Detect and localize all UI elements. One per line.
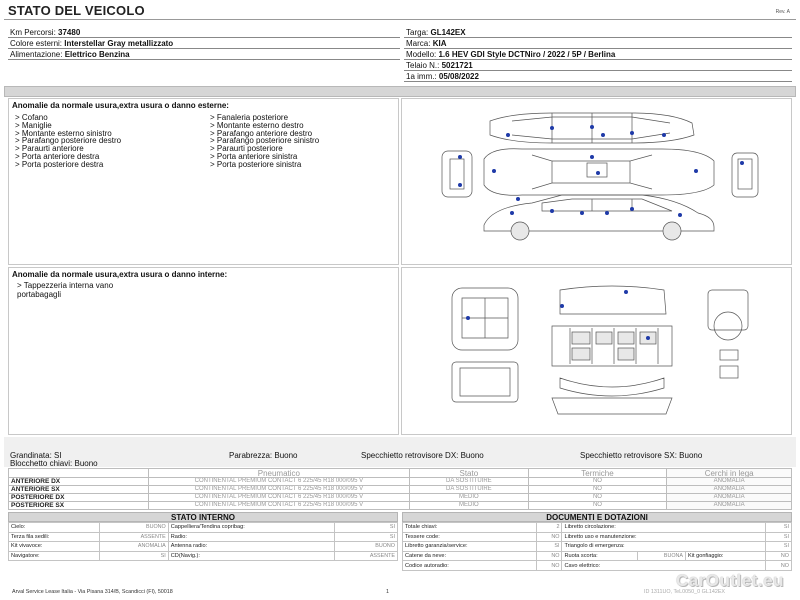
carooutlet-watermark: CarOutlet.eu (676, 571, 785, 590)
vehicle-info-right (404, 27, 792, 82)
page-title: STATO DEL VEICOLO (8, 3, 145, 18)
list-item: > Fanaleria posteriore (210, 113, 289, 122)
table-row: ANTERIORE SX CONTINENTAL PREMIUM CONTACT 6 225/45 R18 000/095 V DA SOSTITUIRE NO ANOMALIA (9, 486, 792, 494)
external-diagram-panel (401, 98, 792, 265)
external-damage-list-1 (15, 114, 121, 169)
table-row: ANTERIORE DX CONTINENTAL PREMIUM CONTACT 6 225/45 R18 000/095 V DA SOSTITUIRE NO ANOMALIA (9, 478, 792, 486)
plate-value: GL142EX (430, 28, 466, 37)
list-item: > Parafango anteriore destro (210, 128, 313, 138)
condition-panel (4, 437, 796, 467)
section-bar (4, 86, 796, 97)
list-item: > Cofano (15, 113, 48, 122)
documents-title: DOCUMENTI E DOTAZIONI (402, 512, 792, 522)
documents-table (402, 522, 792, 571)
car-exterior-diagram (402, 99, 791, 264)
km-row: Km Percorsi: 37480 (8, 27, 400, 38)
external-damage-list-2 (210, 114, 319, 169)
interior-state-table (8, 522, 398, 561)
table-row: Catene da neve: NO Ruota scorta: BUONA Kit gonfiaggio: NO (403, 551, 792, 561)
external-damage-panel (8, 98, 399, 265)
windshield-status: Parabrezza: Buono (229, 451, 298, 460)
tyre-header-row (9, 469, 792, 478)
list-item: > Paraurti posteriore (210, 144, 283, 154)
table-row: Codice autoradio: NO Cavo elettrico: NO (403, 561, 792, 571)
mirror-sx-status: Specchietto retrovisore SX: Buono (580, 451, 703, 460)
color-value: Interstellar Gray metallizzato (64, 39, 174, 48)
internal-damage-title: Anomalie da normale usura,extra usura o danno interne: (12, 270, 228, 279)
list-item: > Montante esterno sinistro (15, 128, 112, 138)
hail-status: Grandinata: SI (10, 451, 62, 460)
thermal-header: Termiche (528, 469, 667, 478)
list-item: > Paraurti anteriore (15, 144, 84, 154)
internal-damage-list (17, 282, 113, 299)
plate-row: Targa: GL142EX (404, 27, 792, 38)
chassis-row: Telaio N.: 5021721 (404, 60, 792, 71)
registration-row: 1a imm.: 05/08/2022 (404, 71, 792, 82)
state-header: Stato (410, 469, 529, 478)
key-block-status: Blocchetto chiavi: Buono (10, 459, 98, 468)
list-item: portabagagli (17, 289, 62, 299)
interior-state-title: STATO INTERNO (8, 512, 398, 522)
list-item: > Porta anteriore destra (15, 151, 100, 161)
list-item: > Montante esterno destro (210, 120, 304, 130)
table-row: Kit vivavoce: ANOMALIA Antenna radio: BUONO (9, 542, 398, 552)
rims-header: Cerchi in lega (667, 469, 792, 478)
list-item: > Maniglie (15, 120, 52, 130)
external-damage-title: Anomalie da normale usura,extra usura o danno esterne: (12, 101, 229, 110)
color-row: Colore esterni: Interstellar Gray metallizzato (8, 38, 400, 49)
table-row: POSTERIORE DX CONTINENTAL PREMIUM CONTACT 6 225/45 R18 000/095 V MEDIO NO ANOMALIA (9, 494, 792, 502)
tyre-table (8, 468, 792, 510)
car-interior-diagram (402, 268, 791, 434)
footer-company: Arval Service Lease Italia - Via Pisana 314/B, Scandicci (FI), 50018 (12, 589, 173, 595)
brand-row: Marca: KIA (404, 38, 792, 49)
table-row: POSTERIORE SX CONTINENTAL PREMIUM CONTACT 6 225/45 R18 000/095 V MEDIO NO ANOMALIA (9, 502, 792, 510)
table-row: Totale chiavi: 2 Libretto circolazione: SI (403, 523, 792, 533)
header-rule (4, 19, 796, 20)
list-item: > Porta posteriore sinistra (210, 159, 302, 169)
mirror-dx-status: Specchietto retrovisore DX: Buono (361, 451, 484, 460)
model-row: Modello: 1.6 HEV GDI Style DCTNiro / 2022 / 5P / Berlina (404, 49, 792, 60)
km-value: 37480 (58, 28, 81, 37)
list-item: > Parafango posteriore destro (15, 136, 122, 146)
tyre-header: Pneumatico (148, 469, 409, 478)
fuel-row: Alimentazione: Elettrico Benzina (8, 49, 400, 60)
internal-diagram-panel (401, 267, 792, 435)
fuel-value: Elettrico Benzina (64, 50, 130, 59)
model-value: 1.6 HEV GDI Style DCTNiro / 2022 / 5P / Berlina (438, 50, 616, 59)
table-row: Navigatore: SI CD(Navig.): ASSENTE (9, 551, 398, 561)
revision-label: Rev. A (775, 9, 790, 15)
list-item: > Tappezzeria interna vano (17, 281, 114, 290)
footer-page-number: 1 (386, 589, 389, 595)
list-item: > Porta posteriore destra (15, 159, 104, 169)
list-item: > Parafango posteriore sinistro (210, 136, 320, 146)
table-row: Tessere code: NO Libretto uso e manutenzione: SI (403, 532, 792, 542)
chassis-value: 5021721 (441, 61, 473, 70)
vehicle-info-left (8, 27, 400, 60)
registration-value: 05/08/2022 (438, 72, 479, 81)
internal-damage-panel (8, 267, 399, 435)
brand-value: KIA (432, 39, 447, 48)
table-row: Cielo: BUONO Cappelliera/Tendina copribag: SI (9, 523, 398, 533)
footer-reference: ID 1311UO, TeL0050_0 GL142EX (644, 589, 726, 595)
table-row: Terza fila sedili: ASSENTE Radio: SI (9, 532, 398, 542)
list-item: > Porta anteriore sinistra (210, 151, 298, 161)
table-row: Libretto garanzia/service: SI Triangolo di emergenza: SI (403, 542, 792, 552)
